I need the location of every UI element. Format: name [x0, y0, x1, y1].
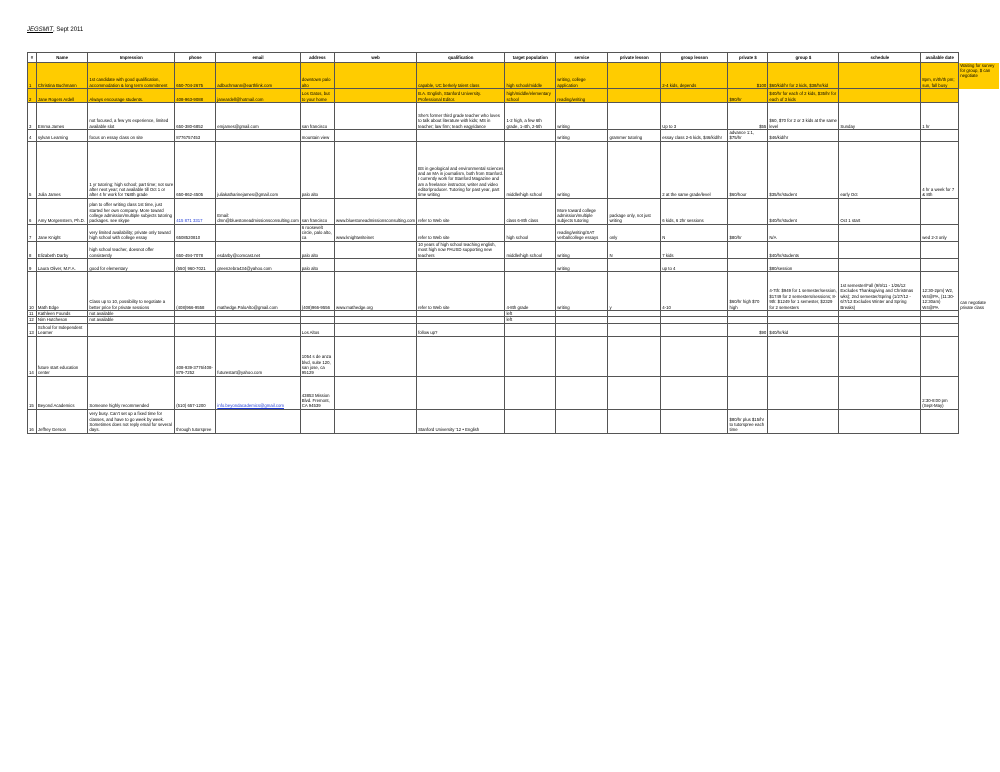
- group-price-cell: N/A: [768, 224, 839, 241]
- private-price-cell: [728, 198, 768, 224]
- tutor-name: Jeffrey Gerson: [36, 409, 87, 433]
- service-cell: writing: [556, 141, 608, 198]
- target-population-cell: 1-2 high, a few 6th grade, 1-4th, 2-5th: [505, 103, 556, 130]
- target-population-cell: left: [505, 317, 556, 323]
- email-cell: [216, 323, 301, 336]
- available-date-cell: [921, 258, 959, 271]
- table-row: [28, 271, 1000, 310]
- tutor-table: [27, 52, 1000, 434]
- service-cell: reading/writing/SAT verbal/college essays: [556, 224, 608, 241]
- impression-cell: focus on essay class on site: [88, 130, 175, 142]
- private-lesson-cell: package only, not just writing: [608, 198, 661, 224]
- phone-cell: 8776757453: [175, 130, 216, 142]
- extra-note-cell: [959, 409, 1000, 433]
- col-header: service: [556, 53, 608, 63]
- private-price-cell: $90: [728, 323, 768, 336]
- group-price-cell: $40/hr/kid: [768, 323, 839, 336]
- qualification-cell: 10 years of high school teaching english, most high now PAUSD supporting new teachers: [417, 241, 505, 258]
- row-number: 7: [28, 224, 37, 241]
- extra-note-cell: Waiting for survey for group, $ can negotiate: [959, 63, 1000, 89]
- target-population-cell: left: [505, 310, 556, 316]
- phone-cell: 650-380-6852: [175, 103, 216, 130]
- qualification-cell: refer to Web site: [417, 198, 505, 224]
- table-row: [28, 103, 1000, 130]
- email-cell[interactable]: info.beyondacademics@gmail.com: [216, 376, 301, 409]
- schedule-cell: [839, 241, 921, 258]
- group-lesson-cell: Up to 3: [661, 103, 728, 130]
- group-lesson-cell: 2 at the same grade/level: [661, 141, 728, 198]
- group-price-cell: $35/hr/student: [768, 141, 839, 198]
- tutor-name: Math Edge: [36, 271, 87, 310]
- phone-cell: 408-939-3776/408-879-7252: [175, 336, 216, 376]
- private-price-cell: [728, 258, 768, 271]
- private-price-cell: advance 1:1, $75/hr: [728, 130, 768, 142]
- service-cell: reading/writing: [556, 89, 608, 103]
- phone-cell: through tutorspree: [175, 409, 216, 433]
- extra-note-cell: [959, 103, 1000, 130]
- impression-cell: Someone highly recommended: [88, 376, 175, 409]
- service-cell: writing: [556, 271, 608, 310]
- impression-cell: very busy. Can't set up a fixed time for classes, and have to go week by week. Sometimes does not reply email for several days.: [88, 409, 175, 433]
- impression-cell: [88, 336, 175, 376]
- private-price-cell: $55: [728, 103, 768, 130]
- schedule-cell: Sunday: [839, 103, 921, 130]
- tutor-name: Christina Buchmann: [36, 63, 87, 89]
- available-date-cell: [921, 336, 959, 376]
- service-cell: More toward college admission/multiple subjects tutoring: [556, 198, 608, 224]
- impression-cell: plan to offer writing class 1st time, just started her own company. More toward college admission/multiple subjects tutoring packages. see skype: [88, 198, 175, 224]
- tutor-name: Emma James: [36, 103, 87, 130]
- header-date: , Sept 2011: [53, 27, 84, 33]
- private-lesson-cell: [608, 89, 661, 103]
- header-code: JEGSMIT: [27, 27, 54, 33]
- available-date-cell: 4 hr a week for 7 & 8th: [921, 141, 959, 198]
- private-lesson-cell: [608, 103, 661, 130]
- table-row: [28, 89, 1000, 103]
- tutor-name: sylvan Learning: [36, 130, 87, 142]
- qualification-cell: BS in geological and environmental sciences and an MA in journalism, both from Stanford. I currently work for Stanford Magazine and am a freelance instructor, writer and video editor/producer. Tutoring for past year, part time writing: [417, 141, 505, 198]
- service-cell: [556, 323, 608, 336]
- private-lesson-cell: [608, 258, 661, 271]
- tutor-name: School for Independent Learner: [36, 323, 87, 336]
- row-number: 15: [28, 376, 37, 409]
- web-cell: [335, 258, 417, 271]
- row-number: 4: [28, 130, 37, 142]
- private-lesson-cell: y: [608, 271, 661, 310]
- private-lesson-cell: grammer tutoring: [608, 130, 661, 142]
- table-row: [28, 198, 1000, 224]
- web-cell[interactable]: www.knightwriteinet: [335, 224, 417, 241]
- target-population-cell: middle/high school: [505, 241, 556, 258]
- service-cell: writing: [556, 258, 608, 271]
- schedule-cell: Oct 1 start: [839, 198, 921, 224]
- email-cell[interactable]: greenzebra434@yahoo.com: [216, 258, 301, 271]
- tutor-name: Beyond Academics: [36, 376, 87, 409]
- group-lesson-cell: [661, 376, 728, 409]
- group-price-cell: $40/hr for each of 2 kids, $35/hr for each of 3 kids: [768, 89, 839, 103]
- target-population-cell: high school/middle: [505, 63, 556, 89]
- tutor-name: Elizabeth Darby: [36, 241, 87, 258]
- phone-cell: (408)966-9558: [175, 271, 216, 310]
- row-number: 9: [28, 258, 37, 271]
- qualification-cell: capable, UC berkely talent class: [417, 63, 505, 89]
- phone-cell: 6508520810: [175, 224, 216, 241]
- service-cell: [556, 409, 608, 433]
- web-cell: [335, 241, 417, 258]
- available-date-cell: wed 2-3 only: [921, 224, 959, 241]
- private-lesson-cell: [608, 376, 661, 409]
- group-lesson-cell: 7 kids: [661, 241, 728, 258]
- impression-cell: 1st candidate with good qualification, accommodation & long term commitment: [88, 63, 175, 89]
- group-price-cell: $46/kid/hr: [768, 130, 839, 142]
- group-lesson-cell: 6 kids, 6 2hr sessions: [661, 198, 728, 224]
- available-date-cell: 1 hr: [921, 103, 959, 130]
- target-population-cell: class 6-8th class: [505, 198, 556, 224]
- phone-cell: 650-494-7078: [175, 241, 216, 258]
- extra-note-cell: [959, 130, 1000, 142]
- available-date-cell: [921, 89, 959, 103]
- extra-note-cell: [959, 224, 1000, 241]
- header-row: [28, 53, 1000, 63]
- impression-cell: not available: [88, 310, 175, 316]
- page-header: [27, 27, 83, 33]
- address-cell: Los Gatos, but to your home: [300, 89, 334, 103]
- impression-cell: 1 yr tutoring; high school; part time; not sure after next year; not available till Oct 1 or after 4 hr work for 7&8th grade: [88, 141, 175, 198]
- phone-cell: (650) 960-7021: [175, 258, 216, 271]
- table-row: [28, 258, 1000, 271]
- target-population-cell: high/middle/elementary school: [505, 89, 556, 103]
- tutor-name: Jane Rogers Ardell: [36, 89, 87, 103]
- group-price-cell: $60, $70 for 2 or 3 kids at the same level: [768, 103, 839, 130]
- impression-cell: high school teacher, doesnot offer consistently: [88, 241, 175, 258]
- extra-note-cell: [959, 376, 1000, 409]
- private-price-cell: $80/hr plus $15/hr to tutorspree each time: [728, 409, 768, 433]
- table-row: [28, 336, 1000, 376]
- target-population-cell: 4-8th grade: [505, 271, 556, 310]
- email-cell: [216, 130, 301, 142]
- email-cell[interactable]: esdarby@comcast.net: [216, 241, 301, 258]
- phone-cell: 415 871 3317: [175, 198, 216, 224]
- target-population-cell: [505, 376, 556, 409]
- service-cell: writing: [556, 103, 608, 130]
- target-population-cell: high school: [505, 224, 556, 241]
- private-price-cell: $60/hour: [728, 141, 768, 198]
- private-lesson-cell: [608, 141, 661, 198]
- available-date-cell: [921, 198, 959, 224]
- schedule-cell: [839, 258, 921, 271]
- group-lesson-cell: N: [661, 224, 728, 241]
- col-header: group $: [768, 53, 839, 63]
- group-price-cell: $80/session: [768, 258, 839, 271]
- group-lesson-cell: 2-4 kids, depends: [661, 63, 728, 89]
- row-number: 13: [28, 323, 37, 336]
- impression-cell: not focused, a few yrs experience, limited available slot: [88, 103, 175, 130]
- private-price-cell: [728, 376, 768, 409]
- tutor-name: Kathleen Founds: [36, 310, 87, 316]
- available-date-cell: 12:30-2pm) W2, W4@PA, (11:30-12:30am) W4@PA: [921, 271, 959, 310]
- tutor-name: Jane Knight: [36, 224, 87, 241]
- col-header: email: [216, 53, 301, 63]
- web-cell: [335, 89, 417, 103]
- target-population-cell: [505, 130, 556, 142]
- row-number: 3: [28, 103, 37, 130]
- table-row: [28, 63, 1000, 89]
- email-cell[interactable]: janeardell@hotmail.com: [216, 89, 301, 103]
- group-lesson-cell: [661, 323, 728, 336]
- extra-note-cell: can negotiate private class: [959, 271, 1000, 310]
- qualification-cell: [417, 130, 505, 142]
- target-population-cell: [505, 409, 556, 433]
- table-row: [28, 130, 1000, 142]
- extra-note-cell: [959, 89, 1000, 103]
- row-number: 2: [28, 89, 37, 103]
- private-lesson-cell: only: [608, 224, 661, 241]
- group-price-cell: [768, 409, 839, 433]
- table-row: [28, 141, 1000, 198]
- service-cell: [556, 336, 608, 376]
- group-lesson-cell: up to 4: [661, 258, 728, 271]
- address-cell: (408)966-9556: [300, 271, 334, 310]
- service-cell: writing, college application: [556, 63, 608, 89]
- impression-cell: Always encourage students.: [88, 89, 175, 103]
- target-population-cell: [505, 258, 556, 271]
- col-header: private lesson: [608, 53, 661, 63]
- address-cell: 6 roosevelt circle, palo alto, ca: [300, 224, 334, 241]
- web-cell: [335, 130, 417, 142]
- email-cell[interactable]: Email: dmn@bluestoneadmissionsconsulting.com: [216, 198, 301, 224]
- target-population-cell: [505, 323, 556, 336]
- web-cell[interactable]: www.bluestoneadmissionsconsulting.com: [335, 198, 417, 224]
- web-cell: [335, 409, 417, 433]
- target-population-cell: middle/high school: [505, 141, 556, 198]
- row-number: 5: [28, 141, 37, 198]
- phone-cell: (510) 657-1200: [175, 376, 216, 409]
- available-date-cell: [921, 241, 959, 258]
- table-row: [28, 376, 1000, 409]
- group-lesson-cell: essay class 2-6 kids, $46/kid/hr: [661, 130, 728, 142]
- col-header: available date: [921, 53, 959, 63]
- extra-note-cell: [959, 241, 1000, 258]
- extra-note-cell: [959, 198, 1000, 224]
- col-header: group lesson: [661, 53, 728, 63]
- impression-cell: very limited availability; private only toward high school with college essay: [88, 224, 175, 241]
- col-header: phone: [175, 53, 216, 63]
- private-lesson-cell: [608, 336, 661, 376]
- schedule-cell: [839, 89, 921, 103]
- impression-cell: good for elementary: [88, 258, 175, 271]
- group-price-cell: 4-7th: $949 for 1 semester/session, $1749 for 2 semesters/sessions; 8-9th: $1249 for 1 semester, $2329 for 2 semesters: [768, 271, 839, 310]
- group-lesson-cell: 4-10: [661, 271, 728, 310]
- col-header: qualification: [417, 53, 505, 63]
- address-cell: downtown palo alto: [300, 63, 334, 89]
- table-row: [28, 323, 1000, 336]
- qualification-cell: follow up?: [417, 323, 505, 336]
- table-row: [28, 224, 1000, 241]
- email-cell: [216, 224, 301, 241]
- schedule-cell: [839, 63, 921, 89]
- web-cell[interactable]: www.mathedge.org: [335, 271, 417, 310]
- private-lesson-cell: N: [608, 241, 661, 258]
- impression-cell: Class up to 10, possibility to negotiate a better price for private sessions: [88, 271, 175, 310]
- service-cell: writing: [556, 130, 608, 142]
- table-row: [28, 241, 1000, 258]
- service-cell: writing: [556, 241, 608, 258]
- schedule-cell: [839, 376, 921, 409]
- extra-note-cell: [959, 336, 1000, 376]
- group-price-cell: $40/hr/students: [768, 241, 839, 258]
- qualification-cell: B.A. English, Stanford University. Professional Editor.: [417, 89, 505, 103]
- private-lesson-cell: [608, 409, 661, 433]
- email-cell[interactable]: adbuchmann@earthlink.com: [216, 63, 301, 89]
- private-price-cell: [728, 241, 768, 258]
- row-number: 11: [28, 310, 37, 316]
- web-cell: [335, 63, 417, 89]
- col-header: address: [300, 53, 334, 63]
- available-date-cell: [921, 130, 959, 142]
- row-number: 14: [28, 336, 37, 376]
- address-cell: palo alto: [300, 241, 334, 258]
- group-price-cell: $40/hr/student: [768, 198, 839, 224]
- phone-cell: [175, 323, 216, 336]
- col-header: private $: [728, 53, 768, 63]
- qualification-cell: Stanford University '12 • English: [417, 409, 505, 433]
- tutor-name: Amy Morgenstern, Ph.D.: [36, 198, 87, 224]
- qualification-cell: [417, 258, 505, 271]
- extra-note-cell: [959, 323, 1000, 336]
- available-date-cell: [921, 323, 959, 336]
- email-cell: [216, 409, 301, 433]
- phone-cell: 650-862-4505: [175, 141, 216, 198]
- qualification-cell: refer to Web site: [417, 224, 505, 241]
- qualification-cell: She's former third grade teacher who loves to talk about literature with kids; MS in teacher; law firm; teach eagy/dance: [417, 103, 505, 130]
- extra-note-cell: [959, 258, 1000, 271]
- row-number: 1: [28, 63, 37, 89]
- service-cell: [556, 376, 608, 409]
- tutor-name: Laura Oliver, M.F.A.: [36, 258, 87, 271]
- address-cell: palo alto: [300, 141, 334, 198]
- row-number: 8: [28, 241, 37, 258]
- col-header: Impression: [88, 53, 175, 63]
- tutor-name: future start education center: [36, 336, 87, 376]
- impression-cell: [88, 323, 175, 336]
- schedule-cell: [839, 409, 921, 433]
- phone-cell: 650-704-2675: [175, 63, 216, 89]
- col-header: target population: [505, 53, 556, 63]
- group-price-cell: $60/kid/hr for 2 kids, $38/hr/kid: [768, 63, 839, 89]
- qualification-cell: [417, 336, 505, 376]
- email-cell[interactable]: emjames@gmail.com: [216, 103, 301, 130]
- schedule-cell: [839, 336, 921, 376]
- impression-cell: not available: [88, 317, 175, 323]
- address-cell: [300, 409, 334, 433]
- email-cell[interactable]: juliakatharinejames@gmail.com: [216, 141, 301, 198]
- group-lesson-cell: [661, 409, 728, 433]
- address-cell: palo alto: [300, 258, 334, 271]
- address-cell: san francisco: [300, 103, 334, 130]
- available-date-cell: [921, 409, 959, 433]
- row-number: 16: [28, 409, 37, 433]
- schedule-cell: [839, 323, 921, 336]
- available-date-cell: 8pm, m/th/th pm; sun, fall busy: [921, 63, 959, 89]
- private-price-cell: $100: [728, 63, 768, 89]
- address-cell: 1054 s de anza blvd, suite 120, san jose, ca 95129: [300, 336, 334, 376]
- address-cell: mountain view: [300, 130, 334, 142]
- row-number: 6: [28, 198, 37, 224]
- group-lesson-cell: [661, 89, 728, 103]
- web-cell: [335, 376, 417, 409]
- private-lesson-cell: [608, 63, 661, 89]
- address-cell: Los Altos: [300, 323, 334, 336]
- web-cell: [335, 141, 417, 198]
- private-price-cell: $80/hr: [728, 224, 768, 241]
- private-price-cell: $90/hr: [728, 89, 768, 103]
- private-price-cell: $60/hr high $70 high: [728, 271, 768, 310]
- group-price-cell: [768, 336, 839, 376]
- web-cell: [335, 323, 417, 336]
- extra-note-cell: [959, 141, 1000, 198]
- row-number: 12: [28, 317, 37, 323]
- qualification-cell: refer to Web site: [417, 271, 505, 310]
- tutor-name: Nim Hutcheson: [36, 317, 87, 323]
- schedule-cell: [839, 224, 921, 241]
- tutor-name: Julia James: [36, 141, 87, 198]
- schedule-cell: [839, 130, 921, 142]
- web-cell: [335, 103, 417, 130]
- group-price-cell: [768, 376, 839, 409]
- email-cell[interactable]: futurestart@yahoo.com: [216, 336, 301, 376]
- address-cell: 43853 Mission Blvd. Fremont, CA 94539: [300, 376, 334, 409]
- col-header: #: [28, 53, 37, 63]
- email-cell[interactable]: mathedge.PaloAlto@gmail.com: [216, 271, 301, 310]
- group-lesson-cell: [661, 336, 728, 376]
- col-header: Name: [36, 53, 87, 63]
- row-number: 10: [28, 271, 37, 310]
- schedule-cell: early Oct: [839, 141, 921, 198]
- col-header: schedule: [839, 53, 921, 63]
- target-population-cell: [505, 336, 556, 376]
- private-price-cell: [728, 336, 768, 376]
- schedule-cell: 1st semester/Fall (9/9/11 - 1/26/12 Excludes Thanksgiving and Christmas wks); 2nd semester/Spring (1/27/12 - 6/7/12 Excludes Winter and Spring Breaks): [839, 271, 921, 310]
- address-cell: san francisco: [300, 198, 334, 224]
- web-cell: [335, 336, 417, 376]
- table-row: [28, 409, 1000, 433]
- col-header: [959, 53, 1000, 63]
- available-date-cell: 2:30-8:00 pm (Sept-May): [921, 376, 959, 409]
- phone-cell: 408-963-9088: [175, 89, 216, 103]
- private-lesson-cell: [608, 323, 661, 336]
- col-header: web: [335, 53, 417, 63]
- qualification-cell: [417, 376, 505, 409]
